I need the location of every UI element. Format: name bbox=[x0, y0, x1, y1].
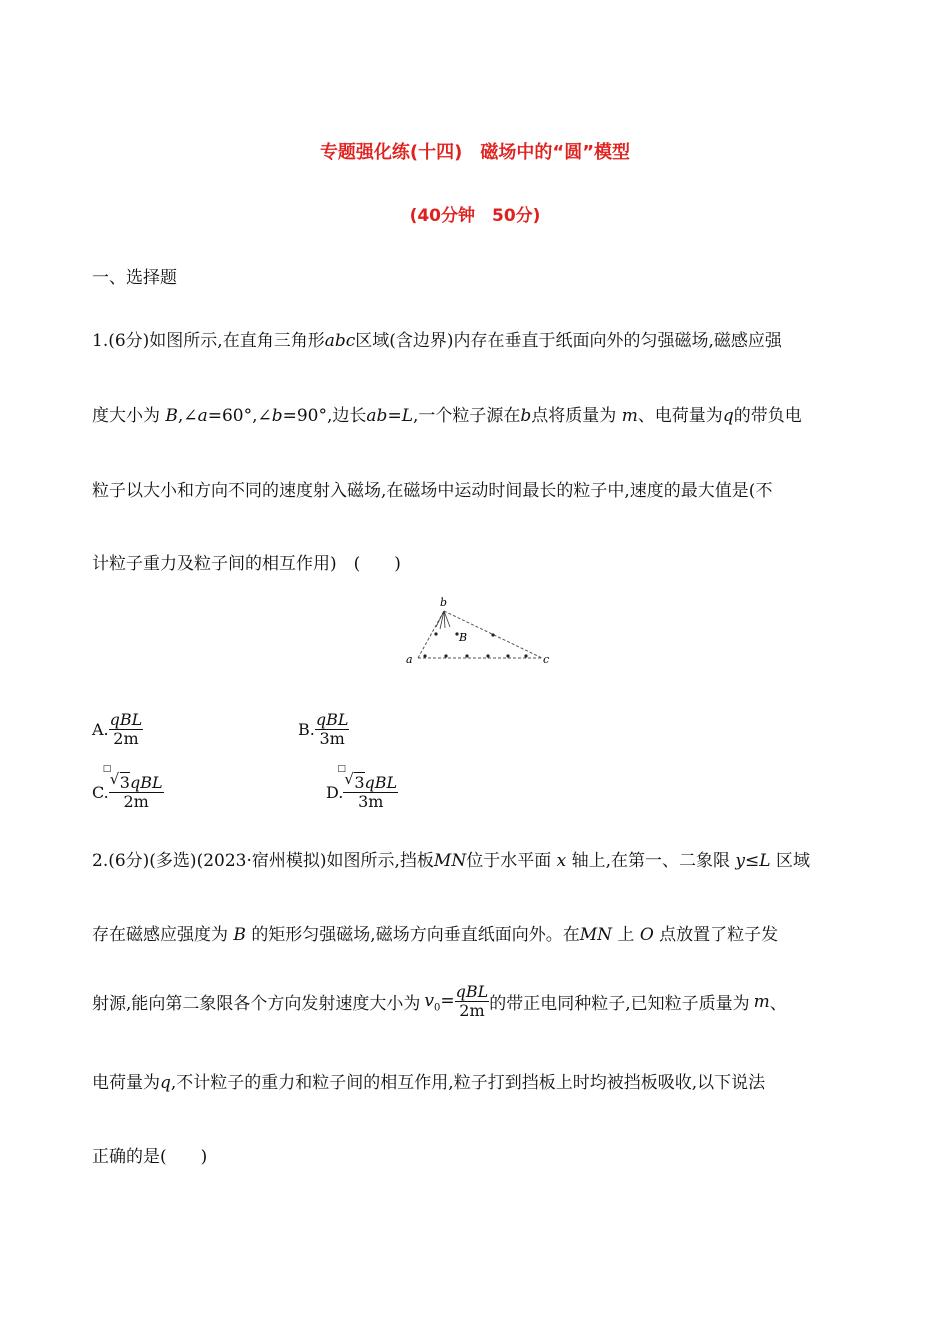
option-b-fraction: $\frac{\text{qBL}}{3m}$ bbox=[315, 710, 349, 749]
q2-line-3: 射源,能向第二象限各个方向发射速度大小为 $v_0=$ $\frac{\text{qBL}}{2m}$ 的带正电同种粒子,已知粒子质量为 m 、 bbox=[92, 982, 787, 1021]
q1-line-1: 1.(6分)如图所示,在直角三角形abc区域(含边界)内存在垂直于纸面向外的匀强磁场,磁感应强 bbox=[92, 331, 782, 351]
label-b: b bbox=[440, 596, 448, 609]
option-a[interactable]: A. $\frac{\text{qBL}}{2m}$ bbox=[92, 710, 143, 749]
field-dots bbox=[423, 632, 527, 657]
option-c-fraction: □ √ 3qBL 2m bbox=[102, 764, 163, 812]
option-d-fraction: □ √ 3qBL 3m bbox=[337, 764, 398, 812]
option-a-fraction: $\frac{\text{qBL}}{2m}$ bbox=[109, 710, 143, 749]
section-heading: 一、选择题 bbox=[92, 268, 177, 288]
option-d[interactable]: D. □ √ 3qBL 3m bbox=[326, 764, 398, 812]
page-subtitle: (40分钟 50分) bbox=[409, 206, 541, 226]
q2-line-5: 正确的是( ) bbox=[92, 1147, 208, 1167]
option-c[interactable]: C. □ √ 3qBL 2m bbox=[92, 764, 163, 812]
q1-line-4: 计粒子重力及粒子间的相互作用) ( ) bbox=[92, 554, 401, 574]
q2-velocity-fraction: $\frac{\text{qBL}}{2m}$ bbox=[455, 982, 489, 1021]
option-b[interactable]: B. $\frac{\text{qBL}}{3m}$ bbox=[298, 710, 349, 749]
q1-line-3: 粒子以大小和方向不同的速度射入磁场,在磁场中运动时间最长的粒子中,速度的最大值是(不 bbox=[92, 481, 773, 501]
q2-line-2: 存在磁感应强度为 B 的矩形匀强磁场,磁场方向垂直纸面向外。在MN 上 O 点放置了粒子发 bbox=[92, 925, 779, 945]
q1-line-2: 度大小为 B,∠a=60°,∠b=90°,边长ab=L,一个粒子源在b点将质量为 m、电荷量为q的带负电 bbox=[92, 406, 802, 426]
page-title: 专题强化练(十四) 磁场中的“圆”模型 bbox=[319, 142, 631, 163]
label-field-B: B bbox=[459, 631, 468, 644]
velocity-arrows bbox=[436, 611, 450, 629]
triangle-figure bbox=[400, 594, 560, 670]
q2-line-1: 2.(6分)(多选)(2023·宿州模拟)如图所示,挡板MN位于水平面 x 轴上,在第一、二象限 y≤L 区域 bbox=[92, 851, 810, 871]
q2-line-4: 电荷量为q,不计粒子的重力和粒子间的相互作用,粒子打到挡板上时均被挡板吸收,以下说法 bbox=[92, 1073, 766, 1093]
label-c: c bbox=[543, 653, 550, 666]
label-a: a bbox=[406, 653, 413, 666]
